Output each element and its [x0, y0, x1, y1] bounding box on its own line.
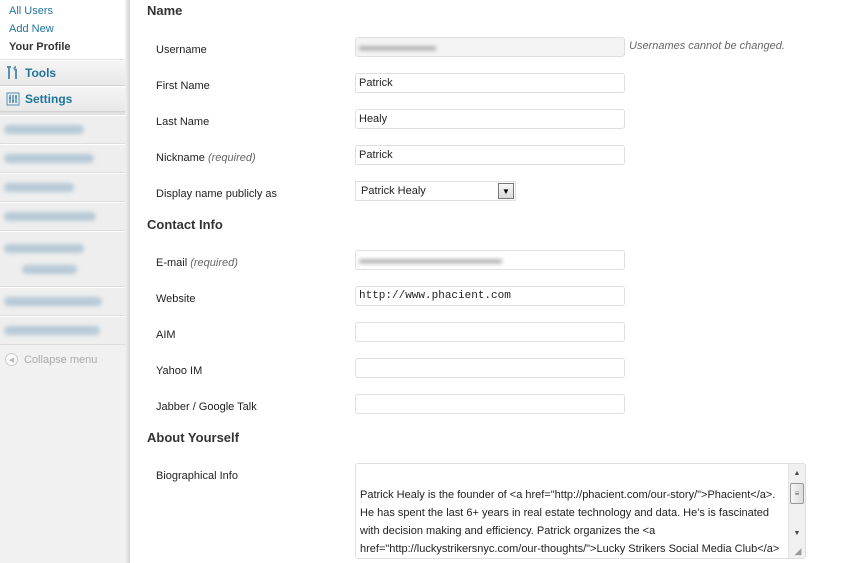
last-name-input[interactable]: Healy [355, 109, 625, 129]
bio-textarea[interactable] [355, 463, 806, 559]
yahoo-input[interactable] [355, 358, 625, 378]
aim-input[interactable] [355, 322, 625, 342]
display-name-selected: Patrick Healy [361, 185, 426, 197]
sidebar-item-obscured[interactable] [0, 173, 129, 202]
tools-icon [5, 66, 20, 81]
display-name-select[interactable] [355, 181, 516, 201]
yahoo-row [147, 358, 837, 394]
nickname-row [147, 145, 837, 181]
jabber-input[interactable] [355, 394, 625, 414]
section-heading-contact: Contact Info [147, 217, 223, 232]
yahoo-label: Yahoo IM [156, 365, 203, 377]
scroll-down-icon[interactable]: ▼ [793, 529, 801, 537]
scroll-up-icon[interactable]: ▲ [793, 469, 801, 477]
scroll-thumb[interactable]: ≡ [790, 483, 804, 504]
nickname-label [156, 152, 256, 164]
required-marker: (required) [190, 257, 238, 269]
required-marker: (required) [207, 152, 256, 164]
display-name-row [147, 181, 837, 217]
nickname-label-text: Nickname [156, 152, 205, 164]
profile-form [147, 0, 837, 563]
email-obscured-value: ▬▬▬▬▬▬▬▬▬▬▬▬▬ [359, 254, 502, 266]
nickname-input[interactable]: Patrick [355, 145, 625, 165]
sidebar-item-obscured[interactable] [0, 231, 129, 287]
submenu-add-new[interactable]: Add New [9, 23, 54, 35]
dropdown-arrow-icon[interactable]: ▼ [498, 183, 514, 199]
website-input[interactable]: http://www.phacient.com [355, 286, 625, 306]
sidebar-item-obscured[interactable] [0, 316, 129, 345]
first-name-row [147, 73, 837, 109]
display-name-label: Display name publicly as [156, 188, 278, 200]
settings-icon [5, 92, 20, 107]
collapse-menu-label: Collapse menu [24, 353, 98, 366]
first-name-input[interactable]: Patrick [355, 73, 625, 93]
section-heading-about: About Yourself [147, 430, 239, 445]
first-name-label: First Name [156, 80, 210, 92]
jabber-label: Jabber / Google Talk [156, 401, 257, 413]
aim-row [147, 322, 837, 358]
submenu-all-users[interactable]: All Users [9, 5, 54, 17]
aim-label: AIM [156, 329, 176, 341]
sidebar-item-obscured[interactable] [0, 202, 129, 231]
email-label [156, 257, 238, 269]
bio-scrollbar[interactable] [788, 464, 805, 558]
users-submenu [0, 0, 129, 60]
submenu-your-profile[interactable]: Your Profile [9, 41, 71, 53]
email-label-text: E-mail [156, 257, 188, 269]
menu-settings-label: Settings [25, 92, 73, 106]
bio-label: Biographical Info [156, 470, 238, 482]
bio-text: Patrick Healy is the founder of <a href="http://phacient.com/our-story/">Phacient</a>. He has spent the last 6+ years in real estate technology and data. He's is fascinated with decision making and efficiency. Patrick organizes the <a href="http://luckystrikersnyc.com/our-thoughts/">Lucky Strikers Social Media Club</a> [360, 489, 780, 555]
username-input[interactable] [355, 37, 625, 57]
sidebar-item-obscured[interactable] [0, 115, 129, 144]
menu-settings[interactable] [0, 86, 129, 112]
menu-tools-label: Tools [25, 66, 57, 80]
sidebar-item-obscured[interactable] [0, 287, 129, 316]
username-obscured-value: ▬▬▬▬▬▬▬ [359, 41, 436, 53]
menu-tools[interactable] [0, 60, 129, 86]
section-heading-name: Name [147, 3, 183, 18]
collapse-menu[interactable] [0, 353, 129, 366]
sidebar-item-obscured[interactable] [0, 144, 129, 173]
username-row [147, 37, 837, 73]
username-label: Username [156, 44, 207, 56]
resize-grip-icon[interactable]: ◢ [794, 546, 802, 556]
bio-row [147, 463, 837, 563]
jabber-row [147, 394, 837, 430]
username-description: Usernames cannot be changed. [629, 40, 785, 52]
last-name-row [147, 109, 837, 145]
last-name-label: Last Name [156, 116, 210, 128]
website-row [147, 286, 837, 322]
website-label: Website [156, 293, 196, 305]
email-row [147, 250, 837, 286]
admin-sidebar [0, 0, 130, 563]
collapse-arrow-icon: ◀ [5, 353, 18, 366]
sidebar-shadow [125, 0, 129, 563]
email-input[interactable] [355, 250, 625, 270]
